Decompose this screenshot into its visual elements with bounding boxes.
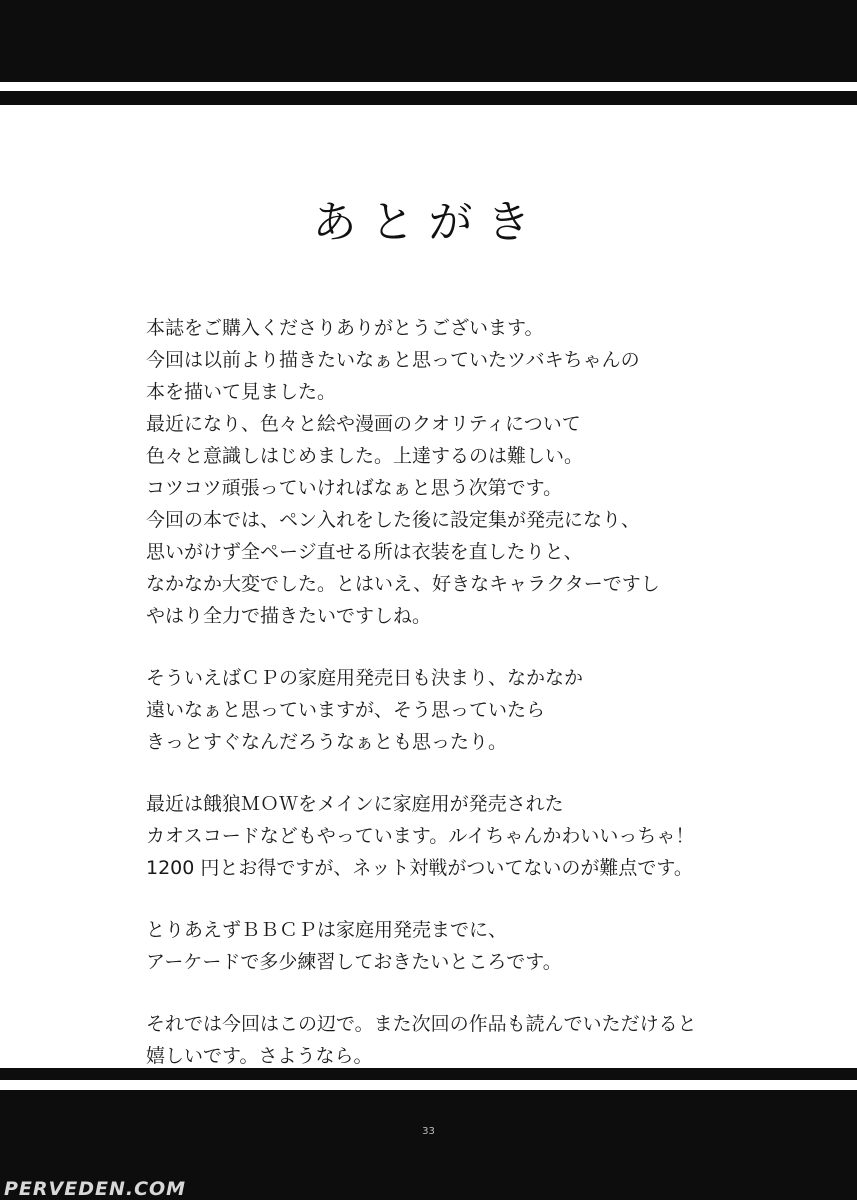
bottom-border-stripe: [0, 1068, 857, 1080]
paragraph: [146, 788, 826, 884]
text-line: それでは今回はこの辺で。また次回の作品も読んでいただけると: [146, 1013, 697, 1035]
text-line: 本誌をご購入くださりありがとうございます。: [146, 317, 544, 339]
top-border-band: [0, 0, 857, 82]
page-number: 33: [422, 1126, 435, 1137]
paragraph: [146, 1008, 826, 1072]
watermark: PERVEDEN.COM: [4, 1178, 187, 1200]
text-line: 今回は以前より描きたいなぁと思っていたツバキちゃんの: [146, 349, 640, 371]
text-line: 嬉しいです。さようなら。: [146, 1045, 373, 1067]
text-line: 最近になり、色々と絵や漫画のクオリティについて: [146, 413, 581, 435]
paragraph: [146, 662, 826, 758]
text-line: とりあえずＢＢＣＰは家庭用発売までに、: [146, 919, 508, 941]
text-line: 今回の本では、ペン入れをした後に設定集が発売になり、: [146, 509, 641, 531]
paragraph: [146, 312, 826, 632]
text-line: 1200 円とお得ですが、ネット対戦がついてないのが難点です。: [146, 857, 693, 879]
text-line: やはり全力で描きたいですしね。: [146, 605, 432, 627]
text-line: 最近は餓狼ＭＯＷをメインに家庭用が発売された: [146, 793, 564, 815]
text-line: 思いがけず全ページ直せる所は衣装を直したりと、: [146, 541, 583, 563]
text-line: 本を描いて見ました。: [146, 381, 337, 403]
text-line: 遠いなぁと思っていますが、そう思っていたら: [146, 699, 546, 721]
text-line: そういえばＣＰの家庭用発売日も決まり、なかなか: [146, 667, 584, 689]
page-title: あとがき: [312, 197, 545, 248]
paragraph: [146, 914, 826, 978]
text-line: カオスコードなどもやっています。ルイちゃんかわいいっちゃ！: [146, 825, 695, 847]
text-line: なかなか大変でした。とはいえ、好きなキャラクターですし: [146, 573, 660, 595]
afterword-body: [146, 312, 826, 1102]
text-line: 色々と意識しはじめました。上達するのは難しい。: [146, 445, 584, 467]
text-line: きっとすぐなんだろうなぁとも思ったり。: [146, 731, 508, 753]
top-border-stripe: [0, 91, 857, 105]
text-line: アーケードで多少練習しておきたいところです。: [146, 951, 562, 973]
text-line: コツコツ頑張っていければなぁと思う次第です。: [146, 477, 563, 499]
